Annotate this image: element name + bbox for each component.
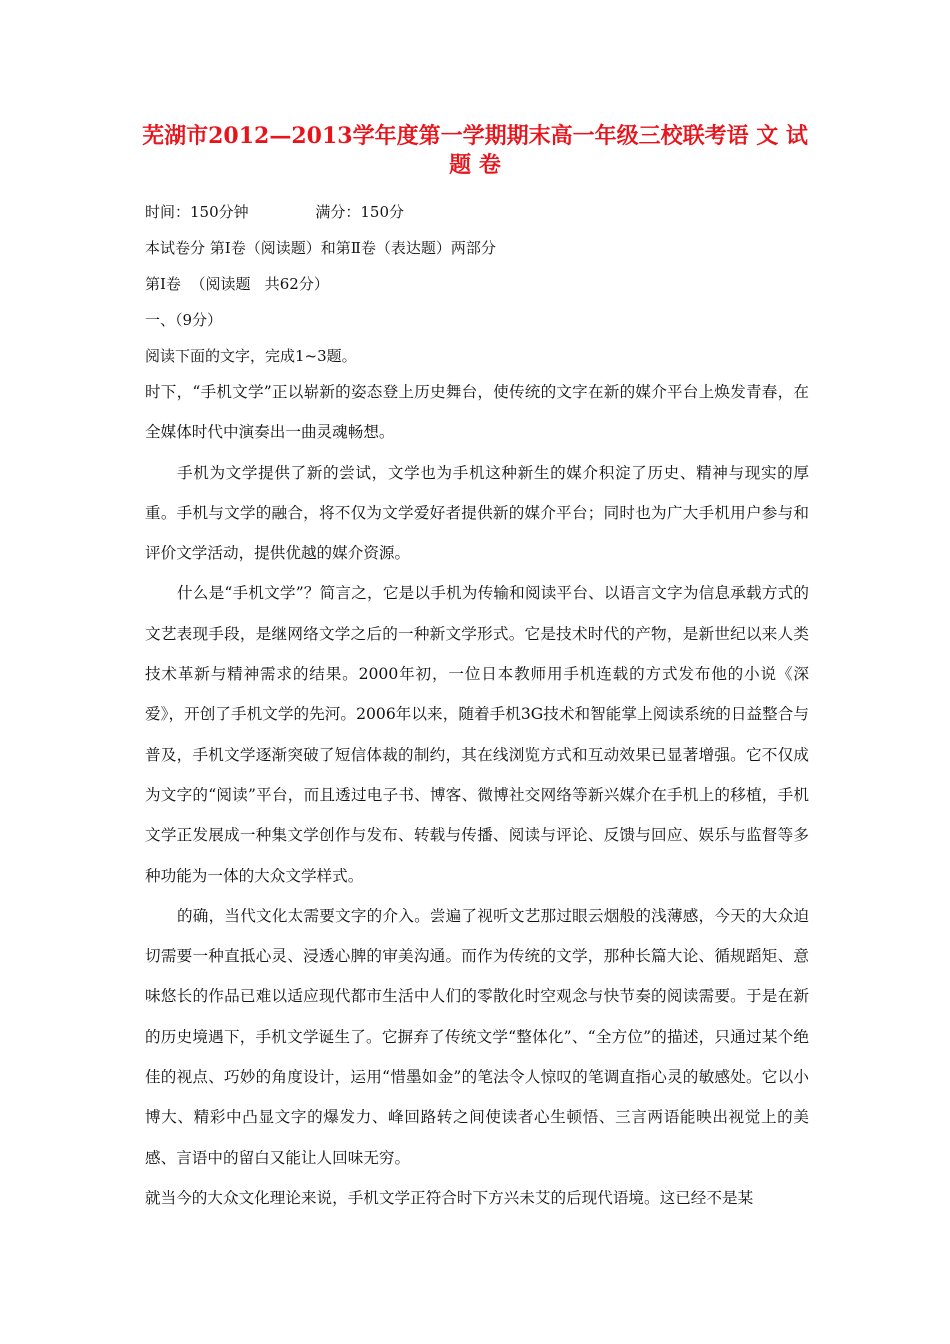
part1-heading: 第Ⅰ卷 （阅读题 共62分） [145,275,329,293]
passage-paragraph-5: 就当今的大众文化理论来说，手机文学正符合时下方兴未艾的后现代语境。这已经不是某 [145,1188,754,1207]
section1-heading: 一、（9分） [145,311,223,329]
exam-title: 芜湖市2012—2013学年度第一学期期末高一年级三校联考语 文 试 题 卷 [142,123,808,178]
passage-paragraph-1: 时下，“手机文学”正以崭新的姿态登上历史舞台，使传统的文字在新的媒介平台上焕发青春，在全媒体时代中演奏出一曲灵魂畅想。 [145,383,809,442]
reading-instruction: 阅读下面的文字，完成1~3题。 [145,347,357,365]
passage-paragraph-2: 手机为文学提供了新的尝试，文学也为手机这种新生的媒介积淀了历史、精神与现实的厚重。手机与文学的融合，将不仅为文学爱好者提供新的媒介平台；同时也为广大手机用户参与和评价文学活动，提供优越的媒介资源。 [145,463,809,563]
structure-line: 本试卷分 第Ⅰ卷（阅读题）和第Ⅱ卷（表达题）两部分 [145,239,496,257]
passage-paragraph-3: 什么是“手机文学”？简言之，它是以手机为传输和阅读平台、以语言文字为信息承载方式的文艺表现手段，是继网络文学之后的一种新文学形式。它是技术时代的产物，是新世纪以来人类技术革新与精神需求的结果。2000年初，一位日本教师用手机连载的方式发布他的小说《深爱》，开创了手机文学的先河。2006年以来，随着手机3G技术和智能掌上阅读系统的日益整合与普及，手机文学逐渐突破了短信体裁的制约，其在线浏览方式和互动效果已显著增强。它不仅成为文字的“阅读”平台，而且透过电子书、博客、微博社交网络等新兴媒介在手机上的移植，手机文学正发展成一种集文学创作与发布、转载与传播、阅读与评论、反馈与回应、娱乐与监督等多种功能为一体的大众文学样式。 [145,584,809,885]
passage-paragraph-4: 的确，当代文化太需要文字的介入。尝遍了视听文艺那过眼云烟般的浅薄感，今天的大众迫切需要一种直抵心灵、浸透心脾的审美沟通。而作为传统的文学，那种长篇大论、循规蹈矩、意味悠长的作品已难以适应现代都市生活中人们的零散化时空观念与快节奏的阅读需要。于是在新的历史境遇下，手机文学诞生了。它摒弃了传统文学“整体化”、“全方位”的描述，只通过某个绝佳的视点、巧妙的角度设计，运用“惜墨如金”的笔法令人惊叹的笔调直指心灵的敏感处。它以小博大、精彩中凸显文字的爆发力、峰回路转之间使读者心生顿悟、三言两语能映出视觉上的美感、言语中的留白又能让人回味无穷。 [145,906,809,1167]
reading-passage [145,372,809,1218]
time-and-score-line: 时间：150分钟 满分：150分 [145,203,405,221]
